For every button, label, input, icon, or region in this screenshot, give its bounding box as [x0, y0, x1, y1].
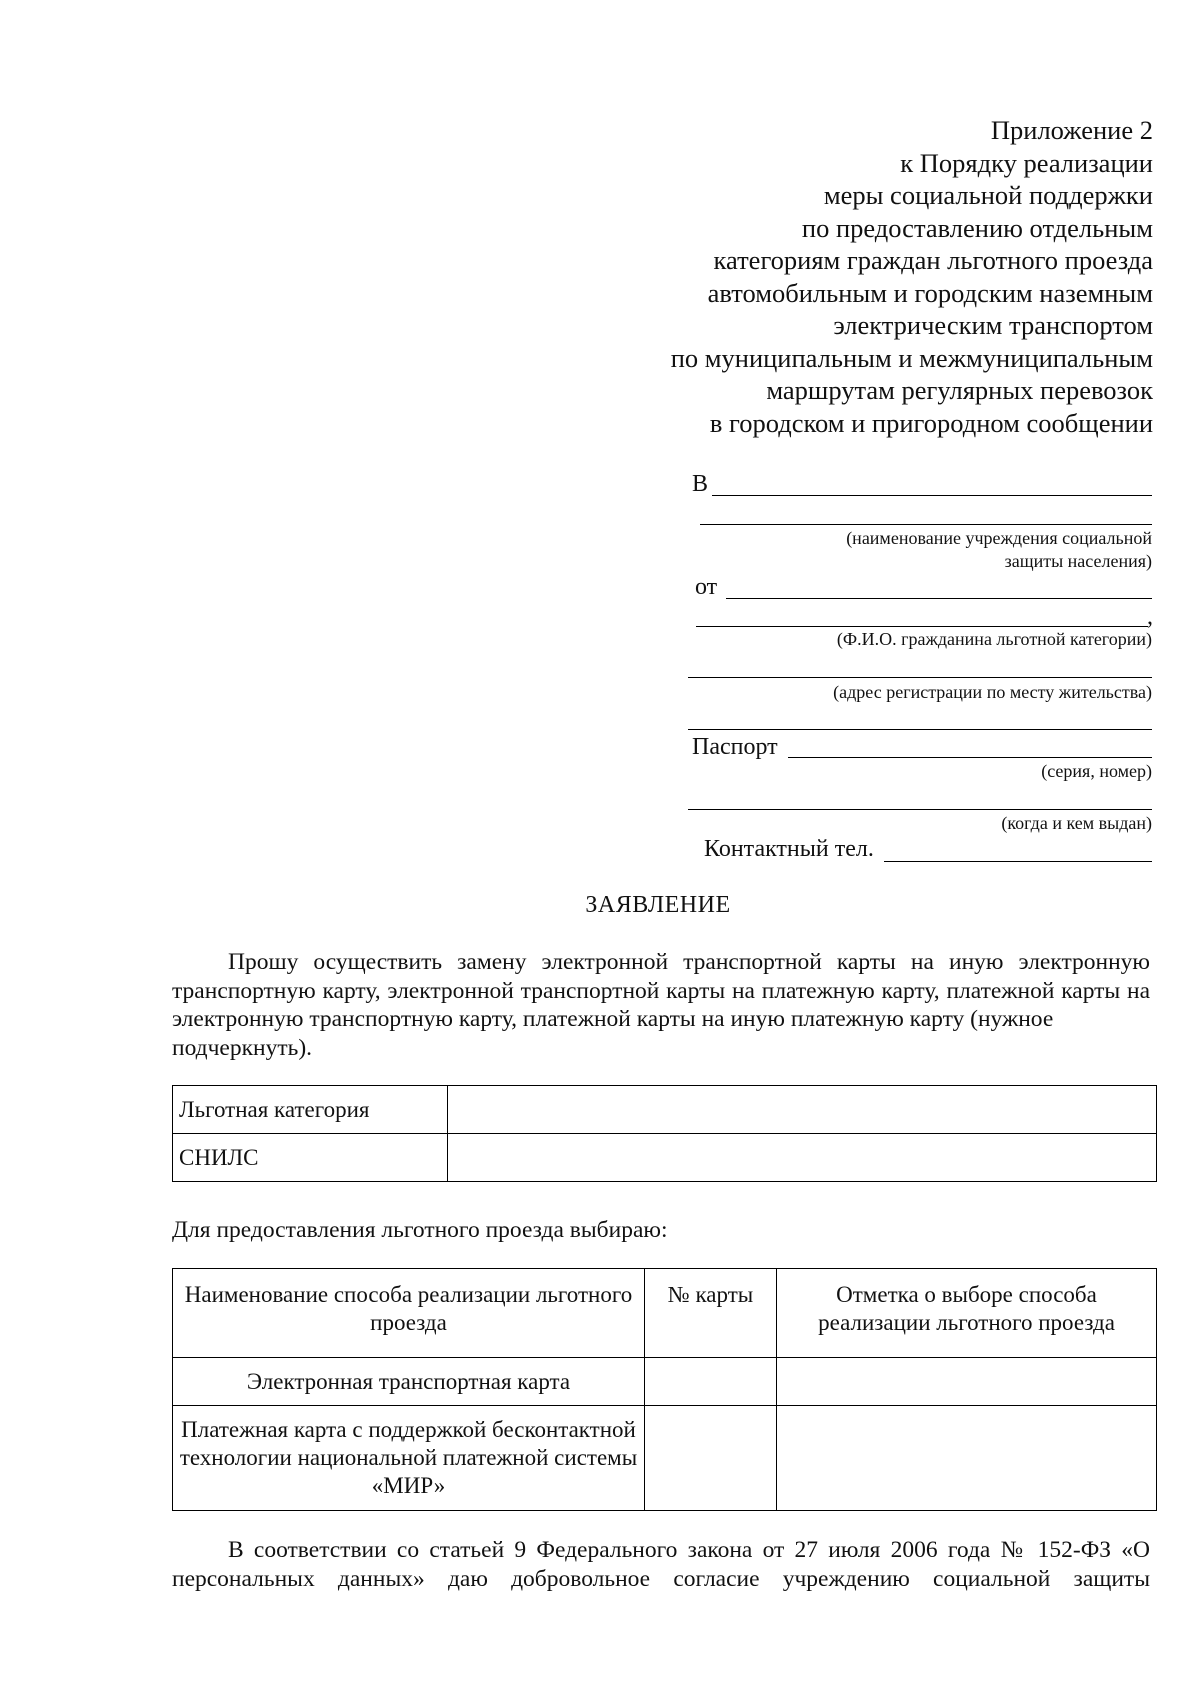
choice-mark-cell[interactable]: [777, 1406, 1157, 1511]
address-caption: (адрес регистрации по месту жительства): [833, 682, 1152, 702]
fio-comma: ,: [1147, 604, 1153, 630]
consent-paragraph: [172, 1536, 1150, 1593]
choice-mark-cell[interactable]: [777, 1358, 1157, 1406]
header-line: по предоставлению отдельным: [801, 212, 1153, 243]
snils-value-cell[interactable]: [448, 1134, 1157, 1182]
header-line: меры социальной поддержки: [823, 180, 1153, 210]
snils-label: СНИЛС: [173, 1134, 448, 1182]
phone-line[interactable]: [884, 861, 1152, 862]
issued-caption: (когда и кем выдан): [1001, 813, 1152, 833]
header-method: Наименование способа реализации льготного проезда: [173, 1269, 645, 1358]
passport-caption: (серия, номер): [1041, 761, 1152, 781]
header-card-number: № карты: [645, 1269, 777, 1358]
header-line: в городском и пригородном сообщении: [709, 407, 1153, 438]
to-label: В: [692, 471, 709, 497]
institution-caption-2: защиты населения): [1004, 551, 1152, 571]
choose-text: Для предоставления льготного проезда выбираю:: [172, 1217, 668, 1243]
request-text: Прошу осуществить замену электронной транспортной карты на иную электронную транспортную карту, электронной транспортной карты на платежную карту, платежной карты на электронную транспортную карту, платежной карты на иную платежную карту (нужное: [172, 949, 1150, 1032]
method-table: [172, 1268, 1157, 1511]
address-line[interactable]: [688, 677, 1152, 678]
request-text-end: подчеркнуть).: [172, 1034, 313, 1061]
header-line: Приложение 2: [990, 115, 1153, 145]
info-table: [172, 1085, 1157, 1182]
appendix-header: [560, 114, 1153, 439]
header-line: категориям граждан льготного проезда: [713, 245, 1153, 275]
request-paragraph: [172, 948, 1150, 1062]
institution-caption-1: (наименование учреждения социальной: [846, 528, 1152, 548]
header-line: маршрутам регулярных перевозок: [766, 375, 1153, 405]
table-row: [173, 1358, 1157, 1406]
header-line: к Порядку реализации: [900, 147, 1153, 178]
header-line: по муниципальным и межмуниципальным: [670, 342, 1153, 373]
header-choice-mark: Отметка о выборе способа реализации льготного проезда: [777, 1269, 1157, 1358]
consent-text: В соответствии со статьей 9 Федерального закона от 27 июля 2006 года № 152-ФЗ «О персональных данных» даю добровольное согласие учреждению социальной защиты: [172, 1537, 1150, 1592]
institution-line-1[interactable]: [712, 495, 1152, 496]
address-line-2[interactable]: [688, 729, 1152, 730]
header-line: автомобильным и городским наземным: [707, 277, 1153, 308]
table-row: [173, 1134, 1157, 1182]
table-row: [173, 1086, 1157, 1134]
fio-line-1[interactable]: [726, 598, 1152, 599]
method-name: Платежная карта с поддержкой бесконтактной технологии национальной платежной системы «МИР»: [173, 1406, 645, 1511]
header-line: электрическим транспортом: [833, 310, 1153, 340]
category-value-cell[interactable]: [448, 1086, 1157, 1134]
issued-line[interactable]: [688, 809, 1152, 810]
passport-line[interactable]: [788, 757, 1152, 758]
table-row: [173, 1406, 1157, 1511]
card-number-cell[interactable]: [645, 1406, 777, 1511]
fio-line-2[interactable]: [696, 626, 1148, 627]
institution-line-2[interactable]: [700, 524, 1152, 525]
category-label: Льготная категория: [173, 1086, 448, 1134]
document-title: ЗАЯВЛЕНИЕ: [585, 892, 731, 918]
method-name: Электронная транспортная карта: [173, 1358, 645, 1406]
fio-caption: (Ф.И.О. гражданина льготной категории): [836, 629, 1152, 649]
table-header-row: [173, 1269, 1157, 1358]
card-number-cell[interactable]: [645, 1358, 777, 1406]
from-label: от: [695, 574, 718, 600]
passport-label: Паспорт: [692, 734, 778, 760]
phone-label: Контактный тел.: [704, 836, 874, 862]
